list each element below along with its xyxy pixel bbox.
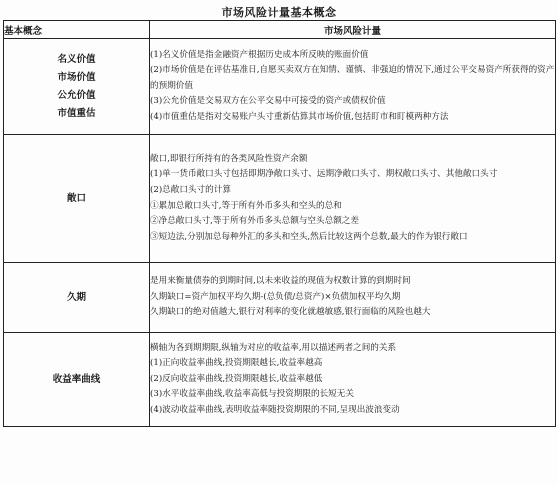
concept-cell <box>4 263 150 333</box>
concept-label: 市场价值 <box>57 71 96 83</box>
table-row-exposure <box>4 135 556 263</box>
text-line: (1)名义价值是指金融资产根据历史成本所反映的账面价值 <box>150 49 369 60</box>
text-line: (2)反向收益率曲线,投资期限越长,收益率越低 <box>150 373 323 384</box>
table-row-yield-curve <box>4 333 556 427</box>
text-line: 是用来衡量债券的到期时间,以未来收益的现值为权数计算的到期时间 <box>150 276 411 287</box>
concept-cell <box>4 333 150 427</box>
text-line: (4)波动收益率曲线,表明收益率随投资期限的不同,呈现出波浪变动 <box>150 404 400 415</box>
measurement-cell <box>150 263 556 333</box>
header-concept: 基本概念 <box>4 21 150 39</box>
concept-cell <box>4 39 150 135</box>
concept-label: 收益率曲线 <box>52 373 101 385</box>
text-line: (2)总敞口头寸的计算 <box>150 184 231 195</box>
table-row-duration <box>4 263 556 333</box>
concept-table <box>3 20 556 427</box>
text-line: (1)正向收益率曲线,投资期限越长,收益率越高 <box>150 358 323 369</box>
text-line: ①累加总敞口头寸,等于所有外币多头和空头的总和 <box>150 200 342 211</box>
measurement-cell <box>150 135 556 263</box>
text-line: (1)单一货币敞口头寸包括即期净敞口头寸、远期净敞口头寸、期权敞口头寸、其他敞口头寸 <box>150 169 498 180</box>
concept-label: 久期 <box>66 291 86 303</box>
text-line: ②净总敞口头寸,等于所有外币多头总额与空头总额之差 <box>150 216 359 227</box>
concept-cell <box>4 135 150 263</box>
text-line: (3)公允价值是交易双方在公平交易中可接受的资产或债权价值 <box>150 96 386 107</box>
text-line: (2)市场价值是在评估基准日,自愿买卖双方在知情、谨慎、非强迫的情况下,通过公平交易资产所获得的资产的预期价值 <box>150 65 555 91</box>
table-header-row <box>4 21 556 39</box>
measurement-cell <box>150 39 556 135</box>
text-line: (4)市值重估是指对交易账户头寸重新估算其市场价值,包括盯市和盯模两种方法 <box>150 111 449 122</box>
header-measurement: 市场风险计量 <box>150 21 556 39</box>
text-line: ③短边法,分别加总每种外汇的多头和空头,然后比较这两个总数,最大的作为银行敞口 <box>150 231 468 242</box>
concept-label: 敞口 <box>66 192 86 204</box>
text-line: 久期缺口的绝对值越大,银行对利率的变化就越敏感,银行面临的风险也越大 <box>150 307 431 318</box>
text-line: 久期缺口=资产加权平均久期-(总负债/总资产)×负债加权平均久期 <box>150 291 401 302</box>
table-row-value-concepts <box>4 39 556 135</box>
concept-label: 市值重估 <box>57 107 96 119</box>
text-line: 横轴为各到期期限,纵轴为对应的收益率,用以描述两者之间的关系 <box>150 342 397 353</box>
document-title: 市场风险计量基本概念 <box>221 6 337 19</box>
concept-label: 公允价值 <box>57 89 96 101</box>
text-line: (3)水平收益率曲线,收益率高低与投资期限的长短无关 <box>150 389 354 400</box>
text-line: 敞口,即银行所持有的各类风险性资产余额 <box>150 153 308 164</box>
measurement-cell <box>150 333 556 427</box>
concept-label: 名义价值 <box>57 53 96 65</box>
